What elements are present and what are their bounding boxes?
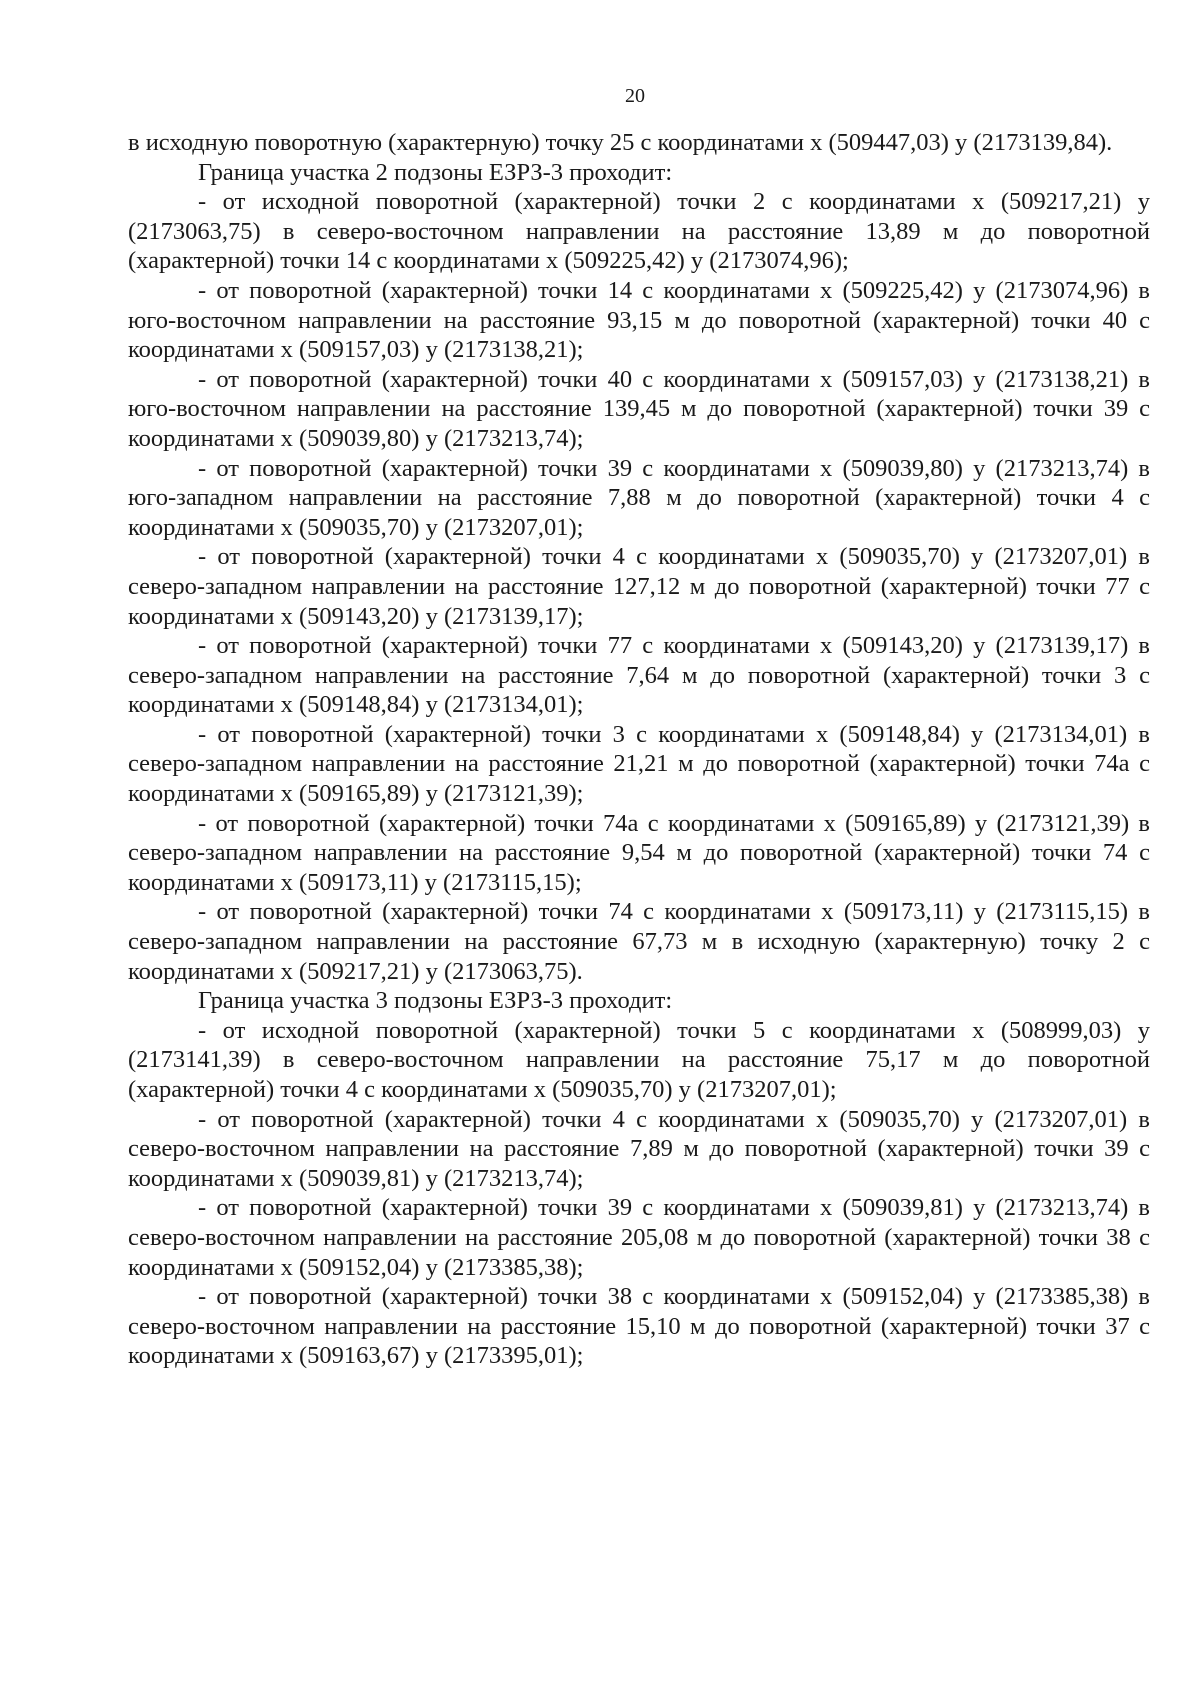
boundary-segment-item: - от поворотной (характерной) точки 77 с координатами x (509143,20) y (2173139,17) в северо-западном направлении на расстояние 7,64 м до поворотной (характерной) точки 3 с координатами x (509148,84) y (2173134,01); — [128, 632, 1150, 719]
section-heading-plot-3: Граница участка 3 подзоны ЕЗРЗ-3 проходит: — [198, 987, 673, 1015]
boundary-segment-item: - от поворотной (характерной) точки 39 с координатами x (509039,80) y (2173213,74) в юго-западном направлении на расстояние 7,88 м до поворотной (характерной) точки 4 с координатами x (509035,70) y (2173207,01); — [128, 454, 1150, 541]
boundary-segment-item: - от поворотной (характерной) точки 14 с координатами x (509225,42) y (2173074,96) в юго-восточном направлении на расстояние 93,15 м до поворотной (характерной) точки 40 с координатами x (509157,03) y (2173138,21); — [128, 276, 1150, 364]
boundary-segment-item: - от исходной поворотной (характерной) точки 5 с координатами x (508999,03) y (2173141,39) в северо-восточном направлении на расстояние 75,17 м до поворотной (характерной) точки 4 с координатами x (509035,70) y (2173207,01); — [128, 1016, 1150, 1103]
page-number: 20 — [625, 85, 645, 107]
boundary-segment-item: - от поворотной (характерной) точки 74а с координатами x (509165,89) y (2173121,39) в северо-западном направлении на расстояние 9,54 м до поворотной (характерной) точки 74 с координатами x (509173,11) y (2173115,15); — [128, 809, 1150, 896]
document-body — [128, 128, 1150, 1371]
boundary-segment-item: - от поворотной (характерной) точки 40 с координатами x (509157,03) y (2173138,21) в юго-восточном направлении на расстояние 139,45 м до поворотной (характерной) точки 39 с координатами x (509039,80) y (2173213,74); — [128, 365, 1150, 452]
boundary-segment-item: - от поворотной (характерной) точки 4 с координатами x (509035,70) y (2173207,01) в северо-восточном направлении на расстояние 7,89 м до поворотной (характерной) точки 39 с координатами x (509039,81) y (2173213,74); — [128, 1105, 1150, 1192]
boundary-segment-item: - от поворотной (характерной) точки 74 с координатами x (509173,11) y (2173115,15) в северо-западном направлении на расстояние 67,73 м в исходную (характерную) точку 2 с координатами x (509217,21) y (2173063,75). — [128, 898, 1150, 985]
continuation-paragraph: в исходную поворотную (характерную) точку 25 с координатами x (509447,03) y (2173139,84). — [128, 129, 1113, 156]
boundary-segment-item: - от поворотной (характерной) точки 3 с координатами x (509148,84) y (2173134,01) в северо-западном направлении на расстояние 21,21 м до поворотной (характерной) точки 74а с координатами x (509165,89) y (2173121,39); — [128, 720, 1150, 808]
boundary-segment-item: - от исходной поворотной (характерной) точки 2 с координатами x (509217,21) y (2173063,75) в северо-восточном направлении на расстояние 13,89 м до поворотной (характерной) точки 14 с координатами x (509225,42) y (2173074,96); — [128, 188, 1150, 275]
section-heading-plot-2: Граница участка 2 подзоны ЕЗРЗ-3 проходит: — [198, 158, 673, 186]
boundary-segment-item: - от поворотной (характерной) точки 38 с координатами x (509152,04) y (2173385,38) в северо-восточном направлении на расстояние 15,10 м до поворотной (характерной) точки 37 с координатами x (509163,67) y (2173395,01); — [128, 1283, 1150, 1370]
boundary-segment-item: - от поворотной (характерной) точки 4 с координатами x (509035,70) y (2173207,01) в северо-западном направлении на расстояние 127,12 м до поворотной (характерной) точки 77 с координатами x (509143,20) y (2173139,17); — [128, 543, 1150, 630]
boundary-segment-item: - от поворотной (характерной) точки 39 с координатами x (509039,81) y (2173213,74) в северо-восточном направлении на расстояние 205,08 м до поворотной (характерной) точки 38 с координатами x (509152,04) y (2173385,38); — [128, 1194, 1150, 1281]
